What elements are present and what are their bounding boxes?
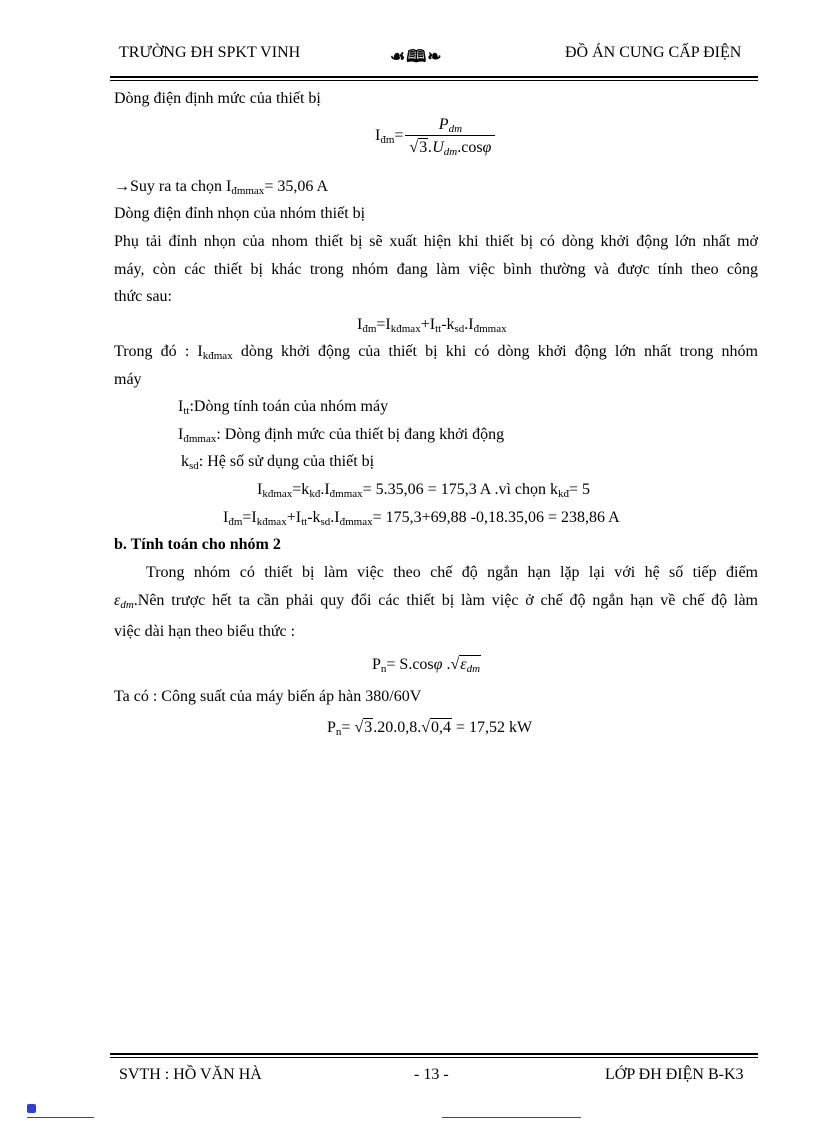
def-itt: $I_{tt}:Dòng$ tính toán của nhóm máy — [178, 398, 389, 417]
formula-peak-result: $I_{đm}=I_{kđmax}+I_{tt}-k_{sd}.I_{đmmax}= 175,3+69,88$ -0,18.35,06 = 238,86 A — [223, 509, 620, 528]
line-peak-current-title: Dòng điện đỉnh nhọn của nhóm thiết bị — [114, 205, 366, 222]
formula-rated-current: $I_{đm}=$ $\frac{P_{dm}}{√3.U_{dm}.\cos\varphi}$ — [375, 116, 497, 157]
header-rule-bottom — [110, 80, 758, 81]
para-peak-load-l3: thức sau: — [114, 288, 172, 305]
footer-class: LỚP ĐH ĐIỆN B-K3 — [605, 1066, 744, 1083]
para-group2-l2: $\varepsilon_{dm}.Nên$ trược hết ta cần phải quy đổi các thiết bị làm việc ở chế độ ngắn hạn về chế độ làm — [114, 592, 758, 611]
footer-student: SVTH : HỒ VĂN HÀ — [119, 1066, 262, 1083]
link-underline-left[interactable] — [27, 1117, 94, 1118]
link-underline-center[interactable] — [442, 1117, 581, 1118]
para-peak-load-l1: Phụ tải đỉnh nhọn của nhom thiết bị sẽ xuất hiện khi thiết bị có dòng khởi động lớn nhất mở — [114, 233, 758, 250]
footer-rule-top — [110, 1053, 758, 1055]
where-line-1: Trong đó : $I_{kđmax}$ dòng khởi động của thiết bị khi có dòng khởi động lớn nhất trong nhóm — [114, 343, 758, 362]
footer-rule-bottom — [110, 1057, 758, 1058]
line-choose-imax: →Suy ra ta chọn $I_{đmmax}= 35,06$ A — [114, 178, 329, 197]
formula-start-current: $I_{kđmax}=k_{kđ}.I_{đmmax}= 5.35,06 = 175,3$ A .vì chọn $k_{kđ}= 5$ — [257, 481, 591, 500]
def-ksd: $k_{sd}$: Hệ số sử dụng của thiết bị — [181, 453, 375, 472]
def-idmmax: $I_{đmmax}$: Dòng định mức của thiết bị đang khởi động — [178, 426, 505, 445]
bookmark-icon[interactable] — [27, 1104, 36, 1113]
section-b-heading: b. Tính toán cho nhóm 2 — [114, 536, 281, 553]
formula-peak-current: $I_{đm}=I_{kđmax}+I_{tt}-k_{sd}.I_{đmmax}$ — [357, 316, 507, 335]
line-transformer-power: Ta có : Công suất của máy biến áp hàn 380/60V — [114, 688, 422, 705]
header-book-ornament-icon: ☙🕮❧ — [390, 47, 443, 66]
para-peak-load-l2: máy, còn các thiết bị khác trong nhóm đang làm việc bình thường và được tính theo công — [114, 261, 758, 278]
header-school: TRƯỜNG ĐH SPKT VINH — [119, 44, 301, 61]
header-rule-top — [110, 76, 758, 78]
footer-page-number: - 13 - — [414, 1066, 449, 1083]
line-rated-current: Dòng điện định mức của thiết bị — [114, 90, 321, 107]
header-project-title: ĐỒ ÁN CUNG CẤP ĐIỆN — [565, 44, 742, 61]
para-group2-l1: Trong nhóm có thiết bị làm việc theo chế độ ngắn hạn lặp lại với hệ số tiếp điểm — [146, 564, 758, 581]
where-line-2: máy — [114, 371, 142, 388]
formula-pn: $P_n= S.\cos\varphi$ $.√\varepsilon_{dm}$ — [372, 656, 481, 675]
para-group2-l3: việc dài hạn theo biểu thức : — [114, 623, 296, 640]
formula-pn-result: $P_n= √3.20.0,8.√0,4 = 17,52$ kW — [327, 719, 533, 738]
